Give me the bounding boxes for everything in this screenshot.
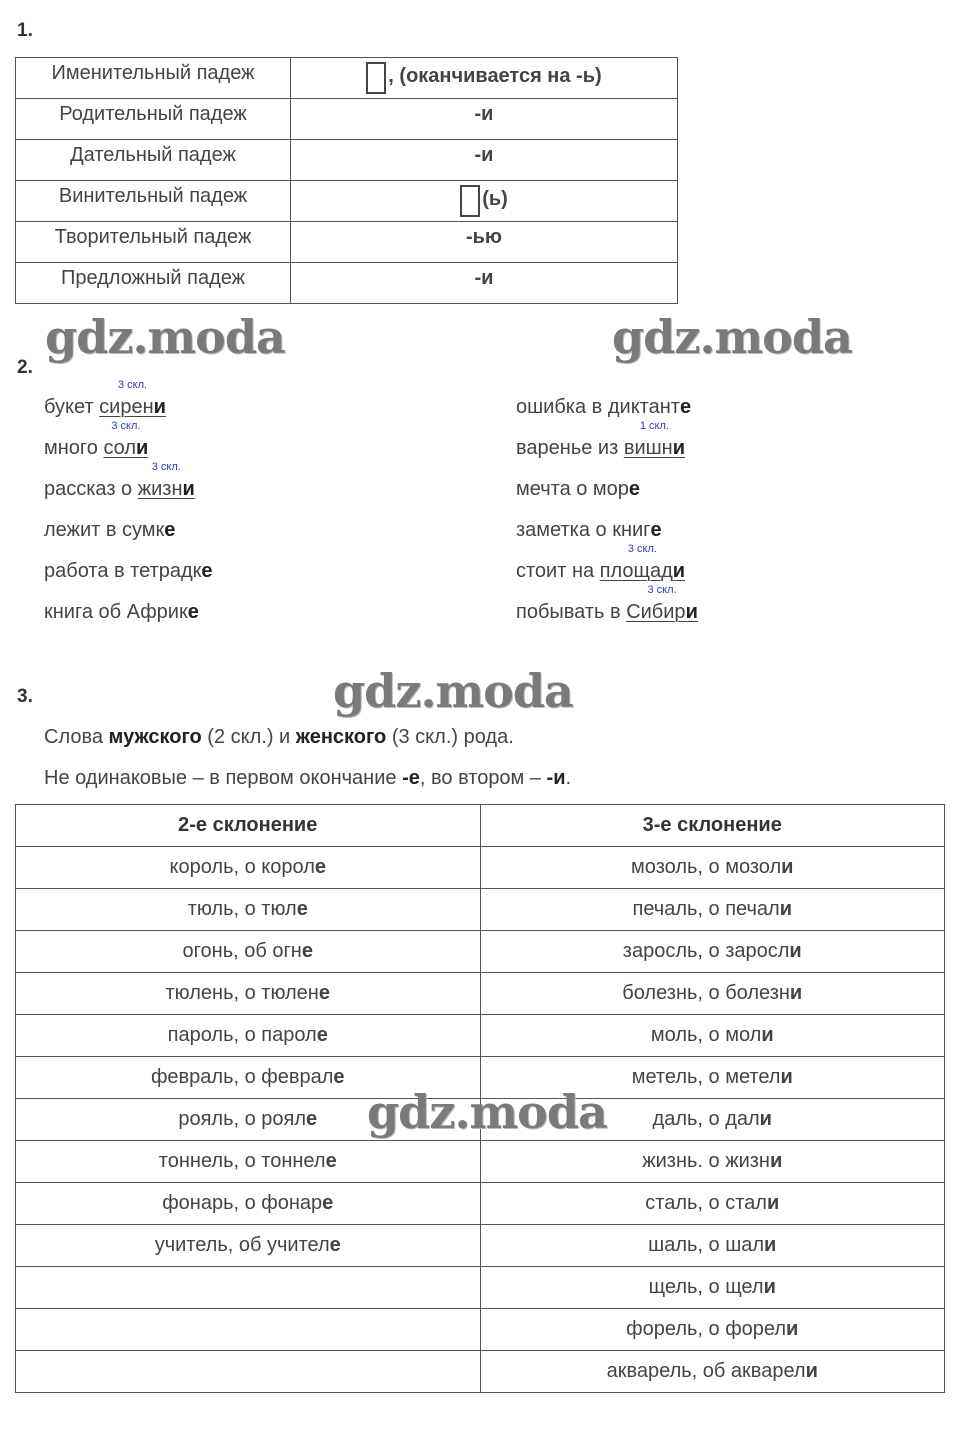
word-ending: и — [672, 437, 685, 459]
table-row — [16, 58, 678, 99]
word-form: моль, о мол — [650, 1024, 762, 1046]
phrase-text: много — [44, 437, 104, 459]
word-ending: е — [318, 982, 330, 1004]
underlined-word — [626, 584, 698, 624]
table-row — [16, 889, 945, 931]
phrase-line — [516, 584, 698, 624]
table-row — [16, 181, 678, 222]
phrase-line — [516, 396, 691, 419]
table-row — [16, 1225, 945, 1267]
third-declension-cell — [480, 1351, 945, 1393]
word-ending: е — [201, 560, 213, 582]
declension-note: 3 скл. — [647, 584, 677, 596]
table-row — [16, 1267, 945, 1309]
second-declension-cell — [16, 1141, 481, 1183]
phrase-line — [44, 601, 199, 624]
case-ending — [291, 140, 678, 181]
declension-note: 3 скл. — [111, 420, 141, 432]
phrase-line — [44, 519, 175, 542]
word-form: рояль, о роял — [178, 1108, 307, 1130]
word-form: пароль, о парол — [167, 1024, 317, 1046]
ending-text: -ью — [465, 226, 503, 248]
word-ending: и — [182, 478, 195, 500]
word-form: тюлень, о тюлен — [165, 982, 319, 1004]
table-row — [16, 1015, 945, 1057]
task1-number: 1. — [17, 20, 33, 41]
phrase-line — [44, 560, 213, 583]
word-ending: и — [780, 1066, 793, 1088]
watermark: gdz.moda — [367, 1085, 607, 1139]
case-ending — [291, 263, 678, 304]
table-row — [16, 140, 678, 181]
table-row — [16, 1351, 945, 1393]
declension-note: 1 скл. — [639, 420, 669, 432]
case-endings-table — [15, 57, 678, 304]
second-declension-cell — [16, 973, 481, 1015]
word-stem: вишн — [623, 437, 673, 459]
word-ending: и — [769, 1150, 783, 1172]
word-form: форель, о форел — [626, 1318, 787, 1340]
word-ending: и — [789, 940, 802, 962]
phrase-text: рассказ о — [44, 478, 138, 500]
word-ending: е — [628, 478, 641, 500]
word-ending: е — [333, 1066, 345, 1088]
table-row — [16, 222, 678, 263]
word-ending: е — [187, 601, 199, 623]
word-form: февраль, о феврал — [150, 1066, 334, 1088]
word-form: болезнь, о болезн — [622, 982, 790, 1004]
third-declension-cell — [480, 847, 945, 889]
word-ending: е — [296, 898, 308, 920]
word-form: метель, о метел — [631, 1066, 781, 1088]
header-3rd-declension: 3-е склонение — [480, 805, 945, 847]
task2-number: 2. — [17, 357, 33, 378]
underlined-word — [99, 379, 166, 419]
ending-text: (ь) — [482, 188, 508, 210]
task3-line1: Слова мужского (2 скл.) и женского (3 скл.) рода. — [44, 726, 514, 748]
third-declension-cell — [480, 1183, 945, 1225]
word-ending: е — [314, 856, 326, 878]
case-ending — [291, 181, 678, 222]
word-stem: жизн — [137, 478, 183, 500]
word-ending: е — [329, 1234, 341, 1256]
phrase-text: заметка о книг — [516, 519, 651, 541]
table-row — [16, 1309, 945, 1351]
watermark: gdz.moda — [333, 664, 573, 718]
phrase-text: лежит в сумк — [44, 519, 165, 541]
third-declension-cell — [480, 1267, 945, 1309]
table-row — [16, 263, 678, 304]
case-ending — [291, 58, 678, 99]
word-form: тюль, о тюл — [187, 898, 297, 920]
third-declension-cell — [480, 1141, 945, 1183]
case-name: Предложный падеж — [16, 263, 291, 304]
word-form: жизнь. о жизн — [642, 1150, 770, 1172]
word-form: тоннель, о тоннел — [158, 1150, 326, 1172]
phrase-line — [44, 461, 195, 501]
word-ending: и — [153, 396, 166, 418]
ending-text: -и — [474, 267, 494, 289]
second-declension-cell — [16, 847, 481, 889]
case-name: Именительный падеж — [16, 58, 291, 99]
word-ending: и — [136, 437, 149, 459]
word-ending: и — [764, 1234, 777, 1256]
case-name: Винительный падеж — [16, 181, 291, 222]
table-row — [16, 1183, 945, 1225]
word-ending: е — [679, 396, 692, 418]
third-declension-cell — [480, 889, 945, 931]
header-2nd-declension: 2-е склонение — [16, 805, 481, 847]
phrase-text: ошибка в диктант — [516, 396, 680, 418]
phrase-line — [44, 379, 166, 419]
phrase-text: букет — [44, 396, 100, 418]
phrase-line — [516, 519, 662, 542]
table-row — [16, 99, 678, 140]
declension-note: 3 скл. — [627, 543, 657, 555]
word-ending: е — [322, 1192, 334, 1214]
word-form: мозоль, о мозол — [631, 856, 782, 878]
task3-line2: Не одинаковые – в первом окончание -е, во втором – -и. — [44, 767, 572, 789]
phrase-text: книга об Африк — [44, 601, 188, 623]
second-declension-cell — [16, 1015, 481, 1057]
case-ending — [291, 99, 678, 140]
second-declension-cell — [16, 1309, 481, 1351]
second-declension-cell — [16, 1267, 481, 1309]
word-ending: и — [672, 560, 686, 582]
table-row — [16, 931, 945, 973]
word-ending: и — [685, 601, 698, 623]
watermark: gdz.moda — [612, 310, 852, 364]
word-form: даль, о дал — [652, 1108, 760, 1130]
table-row — [16, 1141, 945, 1183]
word-form: печаль, о печал — [632, 898, 780, 920]
word-form: учитель, об учител — [154, 1234, 330, 1256]
declension-note: 3 скл. — [118, 379, 148, 391]
word-form: акварель, об акварел — [606, 1360, 806, 1382]
case-ending — [291, 222, 678, 263]
second-declension-cell — [16, 1351, 481, 1393]
task3-number: 3. — [17, 686, 33, 707]
second-declension-cell — [16, 931, 481, 973]
phrase-line — [44, 420, 149, 460]
table-row — [16, 973, 945, 1015]
third-declension-cell — [480, 1309, 945, 1351]
second-declension-cell — [16, 1183, 481, 1225]
word-ending: е — [301, 940, 313, 962]
underlined-word — [103, 420, 149, 460]
case-name: Родительный падеж — [16, 99, 291, 140]
word-ending: и — [759, 1108, 772, 1130]
word-stem: Сибир — [626, 601, 686, 623]
word-ending: е — [164, 519, 176, 541]
underlined-word — [137, 461, 195, 501]
declension-note: 3 скл. — [151, 461, 181, 473]
zero-ending-box-icon — [366, 62, 386, 94]
word-stem: сирен — [99, 396, 154, 418]
phrase-text: побывать в — [516, 601, 627, 623]
ending-text: -и — [474, 103, 494, 125]
watermark: gdz.moda — [45, 310, 285, 364]
word-ending: е — [306, 1108, 318, 1130]
second-declension-cell — [16, 1225, 481, 1267]
word-form: фонарь, о фонар — [162, 1192, 323, 1214]
case-name: Творительный падеж — [16, 222, 291, 263]
word-ending: и — [805, 1360, 818, 1382]
word-stem: площад — [599, 560, 673, 582]
third-declension-cell — [480, 973, 945, 1015]
third-declension-cell — [480, 1225, 945, 1267]
word-ending: и — [781, 856, 794, 878]
word-stem: сол — [103, 437, 137, 459]
phrase-line — [516, 420, 685, 460]
ending-text: , (оканчивается на -ь) — [388, 65, 602, 87]
second-declension-cell — [16, 889, 481, 931]
third-declension-cell — [480, 1015, 945, 1057]
word-ending: е — [650, 519, 662, 541]
word-ending: и — [779, 898, 792, 920]
word-ending: и — [766, 1192, 780, 1214]
word-form: щель, о щел — [648, 1276, 764, 1298]
word-ending: и — [763, 1276, 776, 1298]
phrase-text: работа в тетрадк — [44, 560, 202, 582]
word-ending: е — [316, 1024, 328, 1046]
table-row — [16, 847, 945, 889]
word-ending: и — [761, 1024, 774, 1046]
word-form: сталь, о стал — [645, 1192, 767, 1214]
phrase-text: варенье из — [516, 437, 624, 459]
word-form: король, о корол — [169, 856, 315, 878]
word-ending: и — [786, 1318, 799, 1340]
word-form: заросль, о заросл — [622, 940, 790, 962]
word-form: огонь, об огн — [182, 940, 302, 962]
phrase-text: мечта о мор — [516, 478, 629, 500]
zero-ending-box-icon — [460, 185, 480, 217]
word-ending: е — [325, 1150, 337, 1172]
phrase-text: стоит на — [516, 560, 600, 582]
ending-text: -и — [474, 144, 494, 166]
case-name: Дательный падеж — [16, 140, 291, 181]
third-declension-cell — [480, 931, 945, 973]
word-form: шаль, о шал — [648, 1234, 765, 1256]
underlined-word — [623, 420, 685, 460]
phrase-line — [516, 543, 686, 583]
underlined-word — [599, 543, 686, 583]
word-ending: и — [789, 982, 803, 1004]
table-header-row — [16, 805, 945, 847]
phrase-line — [516, 478, 640, 501]
